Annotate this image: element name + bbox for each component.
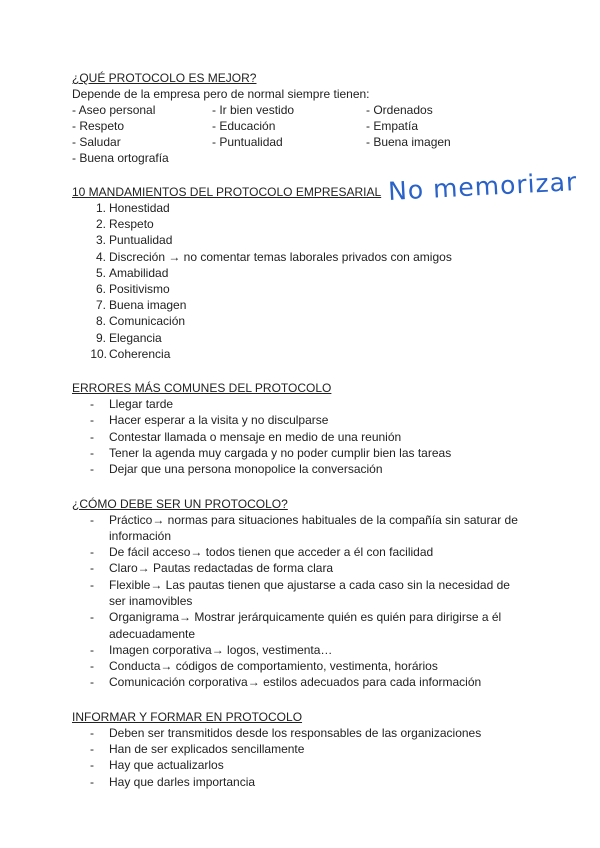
section-title-mandamientos: 10 MANDAMIENTOS DEL PROTOCOLO EMPRESARIAL	[72, 185, 382, 199]
list-item: 6. Positivismo	[95, 282, 170, 297]
list-item: 2. Respeto	[95, 217, 154, 232]
handwritten-annotation: No memorizar	[387, 167, 578, 206]
trait-item: - Empatía	[366, 119, 419, 133]
section-intro: Depende de la empresa pero de normal siempre tienen:	[72, 87, 370, 101]
section-title-informar-formar: INFORMAR Y FORMAR EN PROTOCOLO	[72, 709, 303, 724]
list-item: 1. Honestidad	[95, 201, 170, 215]
como-debe-ser-list	[72, 512, 532, 691]
list-item: 4. Discreción → no comentar temas laborales privados con amigos	[95, 249, 452, 264]
trait-row	[72, 102, 532, 118]
section-title-que-protocolo: ¿QUÉ PROTOCOLO ES MEJOR?	[72, 71, 257, 85]
trait-item: - Educación	[212, 119, 276, 133]
list-item: - Tener la agenda muy cargada y no poder cumplir bien las tareas	[72, 445, 532, 461]
list-item: - Dejar que una persona monopolice la conversación	[72, 461, 532, 477]
trait-item: - Ir bien vestido	[212, 103, 295, 117]
list-item: - Contestar llamada o mensaje en medio de una reunión	[72, 429, 532, 445]
list-item: - Imagen corporativa→ logos, vestimenta…	[72, 642, 532, 658]
trait-item: - Aseo personal	[72, 103, 156, 117]
list-item: - Organigrama→ Mostrar jerárquicamente quién es quién para dirigirse a él adecuadamente	[72, 609, 532, 642]
list-item: - Práctico→ normas para situaciones habituales de la compañía sin saturar de información	[72, 512, 532, 545]
list-item: - Han de ser explicados sencillamente	[72, 741, 532, 757]
list-item: - Hacer esperar a la visita y no disculparse	[72, 412, 532, 428]
trait-item: - Puntualidad	[212, 135, 283, 149]
section-title-como-debe-ser: ¿CÓMO DEBE SER UN PROTOCOLO?	[72, 496, 288, 511]
trait-item: - Buena ortografía	[72, 151, 169, 165]
list-item: - Flexible→ Las pautas tienen que ajustarse a cada caso sin la necesidad de ser inamovibles	[72, 577, 532, 610]
trait-row	[72, 118, 532, 134]
list-item: - Conducta→ códigos de comportamiento, vestimenta, horários	[72, 658, 532, 674]
trait-item: - Buena imagen	[366, 135, 451, 149]
list-item: 3. Puntualidad	[95, 233, 173, 248]
list-item: - Hay que darles importancia	[72, 774, 532, 790]
errores-list	[72, 396, 532, 477]
trait-item: - Saludar	[72, 135, 121, 149]
list-item: - Comunicación corporativa→ estilos adecuados para cada información	[72, 674, 532, 690]
trait-item: - Respeto	[72, 119, 125, 133]
list-item: 7. Buena imagen	[95, 298, 187, 313]
list-item: - De fácil acceso→ todos tienen que acceder a él con facilidad	[72, 544, 532, 560]
list-item: 5. Amabilidad	[95, 265, 169, 280]
list-item: - Hay que actualizarlos	[72, 757, 532, 773]
informar-formar-list	[72, 725, 532, 790]
mandamientos-list	[72, 200, 532, 362]
list-item: - Deben ser transmitidos desde los responsables de las organizaciones	[72, 725, 532, 741]
section-title-errores: ERRORES MÁS COMUNES DEL PROTOCOLO	[72, 381, 332, 396]
list-item: 10. Coherencia	[90, 346, 171, 361]
trait-row	[72, 134, 532, 150]
list-item: - Llegar tarde	[72, 396, 532, 412]
list-item: - Claro→ Pautas redactadas de forma clara	[72, 560, 532, 576]
trait-item: - Ordenados	[366, 103, 433, 117]
list-item: 8. Comunicación	[95, 314, 186, 329]
list-item: 9. Elegancia	[95, 330, 162, 345]
